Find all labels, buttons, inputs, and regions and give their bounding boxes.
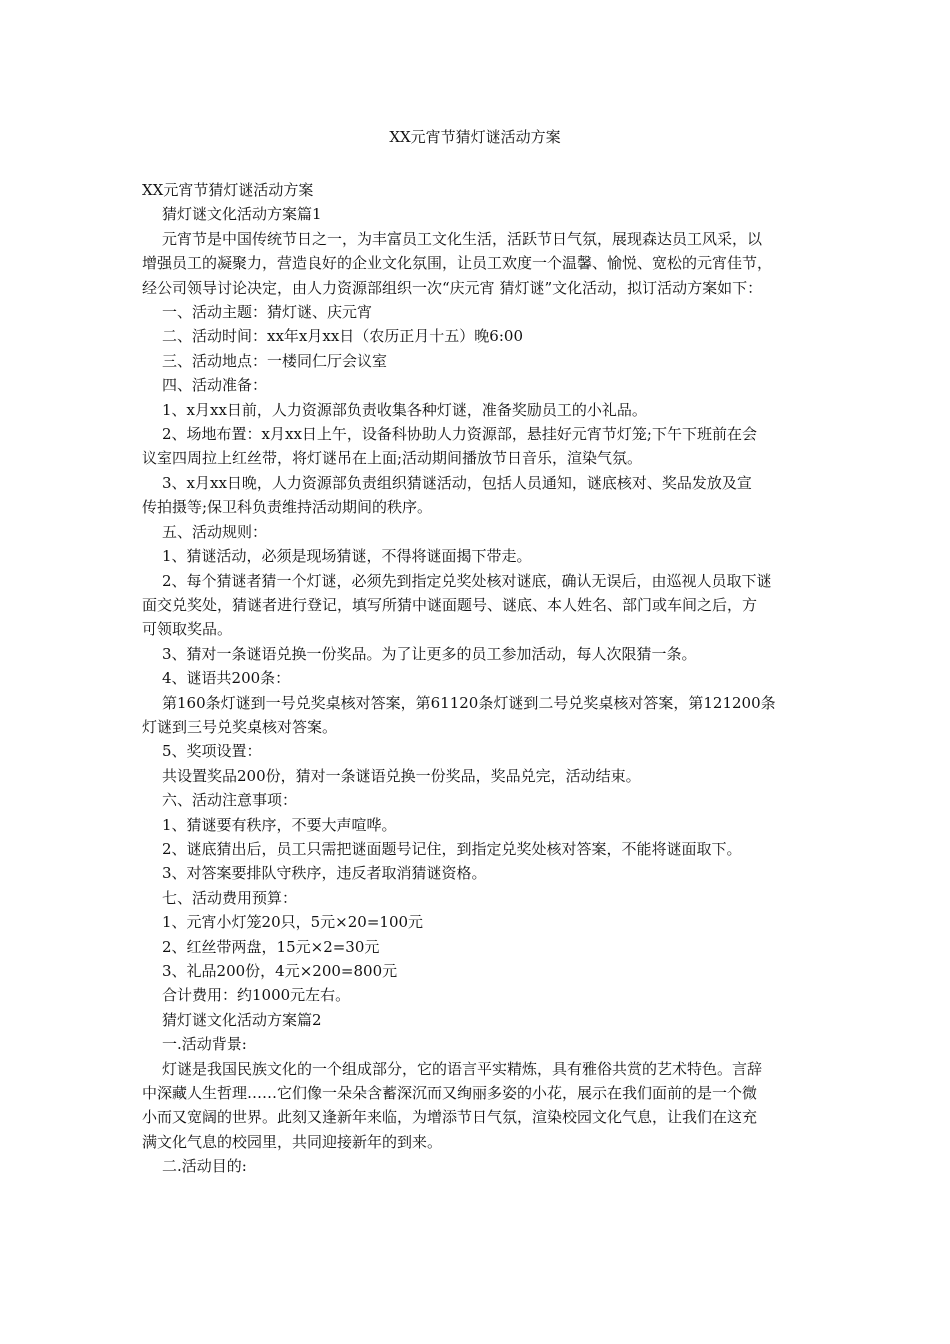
text-line: 小而又宽阔的世界。此刻又逢新年来临，为增添节日气氛，渲染校园文化气息，让我们在这充 [142, 1108, 758, 1127]
text-line: XX元宵节猜灯谜活动方案 [142, 181, 314, 199]
text-line: 1、元宵小灯笼20只，5元×20=100元 [162, 913, 424, 932]
text-line: 经公司领导讨论决定，由人力资源部组织一次“庆元宵 猜灯谜”文化活动，拟订活动方案如下： [142, 278, 763, 297]
text-line: 1、猜谜活动，必须是现场猜谜，不得将谜面揭下带走。 [162, 547, 532, 566]
text-line: 一、活动主题：猜灯谜、庆元宵 [162, 303, 373, 322]
text-line: 3、x月xx日晚，人力资源部负责组织猜谜活动，包括人员通知，谜底核对、奖品发放及宣 [162, 473, 752, 492]
text-line: 元宵节是中国传统节日之一，为丰富员工文化生活，活跃节日气氛，展现森达员工风采，以 [162, 229, 763, 248]
text-line: 1、x月xx日前，人力资源部负责收集各种灯谜，准备奖励员工的小礼品。 [162, 400, 647, 419]
text-line: 1、猜谜要有秩序，不要大声喧哗。 [162, 815, 397, 834]
text-line: 共设置奖品200份，猜对一条谜语兑换一份奖品，奖品兑完，活动结束。 [162, 766, 641, 785]
text-line: 3、对答案要排队守秩序，违反者取消猜谜资格。 [162, 864, 487, 883]
text-line: 四、活动准备： [162, 376, 268, 395]
text-line: 灯谜到三号兑奖桌核对答案。 [142, 717, 338, 736]
text-line: 一.活动背景: [162, 1035, 247, 1054]
text-line: 六、活动注意事项： [162, 791, 298, 810]
text-line: 猜灯谜文化活动方案篇2 [162, 1010, 322, 1029]
document-body [142, 178, 810, 1179]
text-line: 4、谜语共200条： [162, 669, 291, 688]
text-line: 2、场地布置：x月xx日上午，设备科协助人力资源部，悬挂好元宵节灯笼;下午下班前在会 [162, 425, 757, 444]
text-line: 3、礼品200份，4元×200=800元 [162, 962, 398, 980]
text-line: 中深藏人生哲理……它们像一朵朵含蓄深沉而又绚丽多姿的小花，展示在我们面前的是一个微 [142, 1084, 758, 1103]
text-line: 面交兑奖处，猜谜者进行登记，填写所猜中谜面题号、谜底、本人姓名、部门或车间之后，方 [142, 595, 758, 614]
text-line: 三、活动地点：一楼同仁厅会议室 [162, 351, 388, 370]
document-title: XX元宵节猜灯谜活动方案 [389, 128, 561, 146]
text-line: 议室四周拉上红丝带，将灯谜吊在上面;活动期间播放节日音乐，渲染气氛。 [142, 449, 643, 468]
text-line: 合计费用：约1000元左右。 [162, 986, 351, 1005]
text-line: 猜灯谜文化活动方案篇1 [162, 205, 322, 224]
text-line: 灯谜是我国民族文化的一个组成部分，它的语言平实精炼，具有雅俗共赏的艺术特色。言辞 [162, 1059, 763, 1078]
text-line: 传拍摄等;保卫科负责维持活动期间的秩序。 [142, 498, 433, 517]
text-line: 增强员工的凝聚力，营造良好的企业文化氛围，让员工欢度一个温馨、愉悦、宽松的元宵佳节， [142, 254, 773, 273]
text-line: 3、猜对一条谜语兑换一份奖品。为了让更多的员工参加活动，每人次限猜一条。 [162, 644, 697, 663]
text-line: 可领取奖品。 [142, 620, 233, 639]
text-line: 二.活动目的: [162, 1157, 247, 1176]
text-line: 五、活动规则： [162, 522, 268, 541]
text-line: 第160条灯谜到一号兑奖桌核对答案，第61120条灯谜到二号兑奖桌核对答案，第121200条 [162, 693, 776, 712]
text-line: 满文化气息的校园里，共同迎接新年的到来。 [142, 1132, 443, 1151]
text-line: 二、活动时间：xx年x月xx日（农历正月十五）晚6:00 [162, 327, 523, 346]
text-line: 2、谜底猜出后，员工只需把谜面题号记住，到指定兑奖处核对答案，不能将谜面取下。 [162, 839, 742, 858]
text-line: 5、奖项设置： [162, 742, 262, 761]
text-line: 七、活动费用预算： [162, 888, 298, 907]
text-line: 2、红丝带两盘，15元×2=30元 [162, 937, 380, 956]
text-line: 2、每个猜谜者猜一个灯谜，必须先到指定兑奖处核对谜底，确认无误后，由巡视人员取下谜 [162, 571, 772, 590]
